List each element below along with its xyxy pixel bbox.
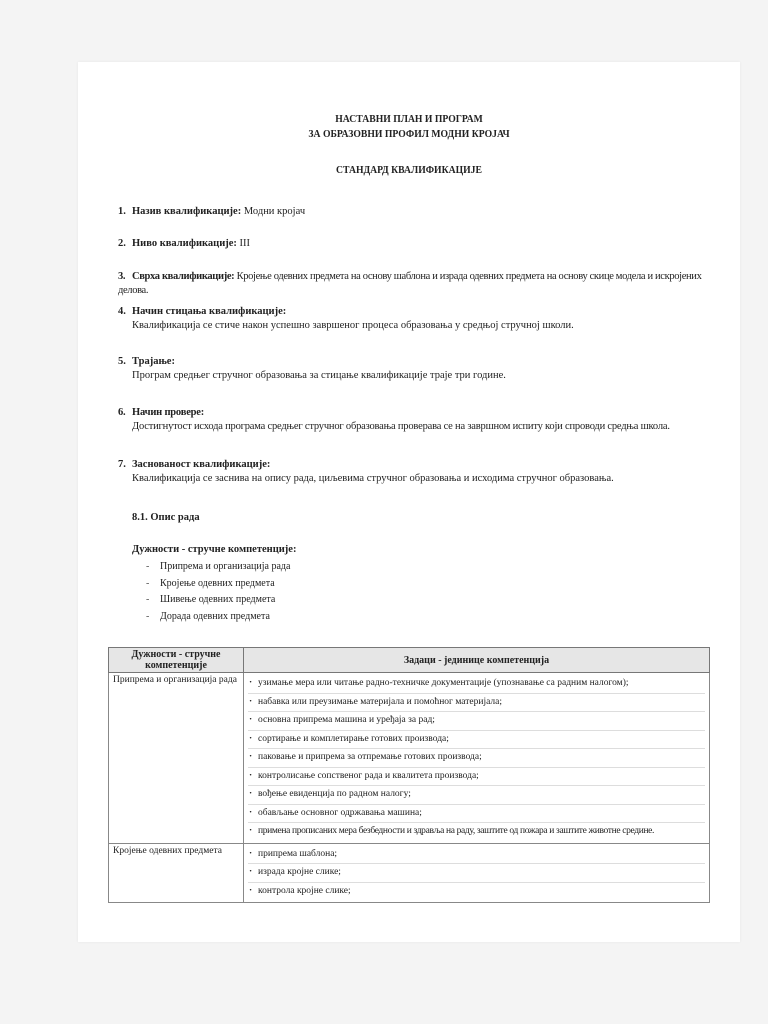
program-title-line1: НАСТАВНИ ПЛАН И ПРОГРАМ (335, 113, 483, 125)
section-label: Сврха квалификације: (132, 271, 235, 282)
list-item: - Припрема и организација рада (146, 559, 290, 576)
list-item: · израда кројне слике; (248, 864, 705, 883)
document-content (78, 62, 740, 896)
section-value: Кројење одевних предмета на основу шаблона и израда одевних предмета на основу скице модела и искројених делова. (118, 271, 702, 296)
section-label: Назив квалификације: (132, 206, 242, 217)
tasks-cell (244, 843, 710, 903)
section-value: Модни кројач (243, 206, 306, 217)
list-item: · узимање мера или читање радно-техничке документације (упознавање са радним налогом); (248, 675, 705, 694)
tasks-list (248, 675, 705, 841)
section-description: Квалификација се стиче након успешно завршеног процеса образовања у средњој стручној школи. (132, 320, 574, 331)
table-row (109, 843, 710, 903)
section-1: 1. Назив квалификације: Модни кројач (118, 206, 306, 217)
standard-title: СТАНДАРД КВАЛИФИКАЦИЈЕ (336, 164, 482, 176)
document-page (78, 62, 740, 942)
section-description: Квалификација се заснива на опису рада, циљевима стручног образовања и исходима стручног образовања. (132, 473, 614, 484)
competence-table (108, 647, 710, 903)
list-item: · паковање и припрема за отпремање готових производа; (248, 749, 705, 768)
section-7: 7. Заснованост квалификације: Квалификација се заснива на опису рада, циљевима стручног образовања и исходима стручног образовања. (118, 458, 718, 486)
list-item: · основна припрема машина и уређаја за рад; (248, 712, 705, 731)
list-item: - Шивење одевних предмета (146, 592, 290, 609)
list-item: · контрола кројне слике; (248, 883, 705, 901)
section-value: III (239, 238, 251, 249)
section-6: 6. Начин провере: Достигнутост исхода програма средњег стручног образовања проверава се на завршном испиту који спроводи средња школа. (118, 406, 718, 434)
section-3: 3. Сврха квалификације: Кројење одевних предмета на основу шаблона и израда одевних предмета на основу скице модела и искројених делова. (118, 271, 702, 296)
list-item: · обављање основног одржавања машина; (248, 805, 705, 824)
list-item: · припрема шаблона; (248, 846, 705, 865)
duties-list (146, 559, 290, 625)
list-item: - Кројење одевних предмета (146, 576, 290, 593)
section-label: Начин провере: (132, 407, 205, 418)
duty-cell: Припрема и организација рада (109, 673, 244, 844)
table-header-row (109, 648, 710, 673)
table-row (109, 673, 710, 844)
section-label: Заснованост квалификације: (132, 459, 271, 470)
section-description: Достигнутост исхода програма средњег стручног образовања проверава се на завршном испиту који спроводи средња школа. (132, 421, 670, 432)
table-header-tasks: Задаци - јединице компетенција (244, 648, 710, 673)
section-5: 5. Трајање: Програм средњег стручног образовања за стицање квалификације траје три године. (118, 355, 718, 383)
section-label: Начин стицања квалификације: (132, 306, 287, 317)
list-item: · примена прописаних мера безбедности и здравља на раду, заштите од пожара и заштите животне средине. (248, 823, 705, 841)
duties-heading: Дужности - стручне компетенције: (132, 544, 297, 555)
table-header-duties: Дужности - стручне компетенције (109, 648, 244, 673)
section-label: Трајање: (132, 356, 175, 367)
section-2: 2. Ниво квалификације: III (118, 238, 251, 249)
section-4: 4. Начин стицања квалификације: Квалификација се стиче након успешно завршеног процеса образовања у средњој стручној школи. (118, 305, 718, 333)
list-item: · набавка или преузимање материјала и помоћног материјала; (248, 694, 705, 713)
list-item: · сортирање и комплетирање готових производа; (248, 731, 705, 750)
list-item: · вођење евиденција по радном налогу; (248, 786, 705, 805)
program-title-line2: ЗА ОБРАЗОВНИ ПРОФИЛ МОДНИ КРОЈАЧ (308, 128, 510, 140)
list-item: - Дорада одевних предмета (146, 609, 290, 626)
duty-cell: Кројење одевних предмета (109, 843, 244, 903)
section-description: Програм средњег стручног образовања за стицање квалификације траје три године. (132, 370, 506, 381)
section-label: Ниво квалификације: (132, 238, 237, 249)
tasks-list (248, 846, 705, 901)
tasks-cell (244, 673, 710, 844)
subsection-title: 8.1. Опис рада (132, 512, 200, 523)
list-item: · контролисање сопственог рада и квалитета производа; (248, 768, 705, 787)
